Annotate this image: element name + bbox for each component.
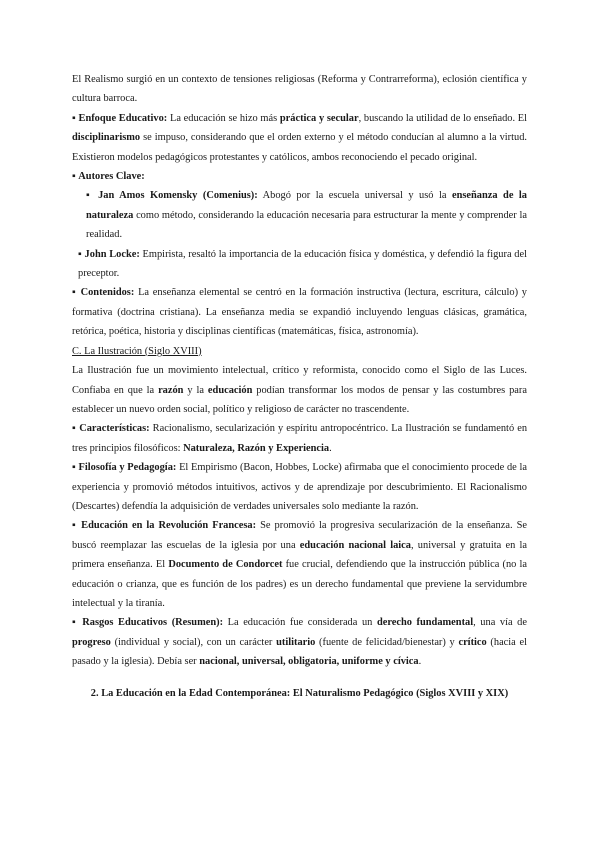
text-run: podían transformar los modos de pensar y las costumbres para establecer un nuevo orden social, político y religioso de carácter no trascendente. bbox=[72, 384, 527, 415]
text-run: (fuente de felicidad/bienestar) y bbox=[315, 636, 459, 648]
bullet-marker: ▪ bbox=[72, 520, 82, 532]
bullet-marker: ▪ bbox=[86, 190, 99, 202]
bold-term: nacional, universal, obligatoria, uniforme y cívica bbox=[199, 656, 419, 668]
paragraph-text: El Realismo surgió en un contexto de tensiones religiosas (Reforma y Contrarreforma), eclosión científica y cultura barroca. bbox=[72, 74, 527, 105]
bullet-label: Contenidos: bbox=[80, 287, 135, 299]
text-run: (hacia el pasado y la iglesia). Debía ser bbox=[72, 636, 527, 668]
text-run: , universal y gratuita en la primera enseñanza. El bbox=[72, 539, 527, 571]
section-heading-ilustracion bbox=[72, 342, 527, 361]
bold-term: educación bbox=[207, 384, 253, 396]
bullet-label: Filosofía y Pedagogía: bbox=[78, 462, 177, 474]
text-run: y la bbox=[183, 384, 208, 396]
text-run: La educación se hizo más bbox=[167, 112, 280, 124]
text-run: Abogó por la escuela universal y usó la bbox=[257, 190, 452, 202]
bold-term: disciplinarismo bbox=[72, 132, 141, 144]
bold-term: progreso bbox=[72, 636, 111, 648]
text-run: , una vía de bbox=[473, 617, 527, 629]
bullet-label: Autores Clave: bbox=[78, 171, 145, 183]
text-run: La educación fue considerada un bbox=[223, 617, 377, 629]
bold-term: utilitario bbox=[276, 636, 316, 648]
bold-term: derecho fundamental bbox=[376, 617, 474, 629]
text-run: . bbox=[329, 442, 332, 454]
text-run: como método, considerando la educación necesaria para estructurar la mente y comprender la realidad. bbox=[86, 209, 527, 241]
bullet-marker: ▪ bbox=[72, 617, 83, 629]
bullet-marker: ▪ bbox=[78, 248, 85, 260]
bullet-caracteristicas bbox=[72, 419, 527, 458]
heading-text: 2. La Educación en la Edad Contemporánea: El Naturalismo Pedagógico (Siglos XVIII y XIX) bbox=[90, 687, 509, 699]
text-run: La Ilustración fue un movimiento intelectual, crítico y reformista, conocido como el Siglo de las Luces. Confiaba en que la bbox=[72, 365, 527, 396]
bullet-enfoque-educativo bbox=[72, 109, 527, 167]
bullet-marker: ▪ bbox=[72, 287, 81, 299]
bullet-contenidos bbox=[72, 283, 527, 341]
bullet-label: John Locke: bbox=[84, 248, 140, 260]
bullet-marker: ▪ bbox=[72, 423, 80, 435]
text-run: El Empirismo (Bacon, Hobbes, Locke) afirmaba que el conocimiento procede de la experiencia y promovió métodos intuitivos, activos y de aprendizaje por descubrimiento. El Racionalismo (Descartes) defendía la adquisición de verdades universales solo mediante la razón. bbox=[72, 462, 527, 512]
bold-term: Naturaleza, Razón y Experiencia bbox=[183, 442, 330, 454]
paragraph-ilustracion-intro bbox=[72, 361, 527, 419]
bullet-label: Enfoque Educativo: bbox=[78, 112, 168, 124]
bullet-autores-clave bbox=[72, 167, 527, 186]
bullet-marker: ▪ bbox=[72, 112, 79, 124]
bullet-marker: ▪ bbox=[72, 171, 79, 183]
bullet-label: Rasgos Educativos (Resumen): bbox=[82, 617, 224, 629]
bullet-label: Educación en la Revolución Francesa: bbox=[81, 520, 257, 532]
bullet-label: Características: bbox=[79, 423, 150, 435]
text-run: se impuso, considerando que el orden externo y el método conducían al alumno a la virtud. Existieron modelos pedagógicos protestantes y católicos, ambos reconociendo el pecado original. bbox=[72, 132, 527, 163]
bold-term: educación nacional laica bbox=[299, 539, 411, 551]
text-run: . bbox=[418, 656, 422, 668]
document-body bbox=[72, 70, 527, 703]
text-run: Racionalismo, secularización y espíritu antropocéntrico. La Ilustración se fundamentó en tres principios filosóficos: bbox=[72, 423, 528, 454]
bold-term: razón bbox=[158, 384, 184, 396]
heading-text: C. La Ilustración (Siglo XVIII) bbox=[72, 345, 202, 357]
text-run: (individual y social), con un carácter bbox=[110, 636, 277, 648]
text-run: La enseñanza elemental se centró en la formación instructiva (lectura, escritura, cálculo) y formativa (doctrina cristiana). La enseñanza media se expandió incluyendo lenguas clásicas, gramática, retórica, poética, historia y disciplinas científicas (matemáticas, física, astronomía). bbox=[72, 287, 528, 338]
text-run: , buscando la utilidad de lo enseñado. El bbox=[358, 112, 528, 124]
text-run: Se promovió la progresiva secularización de la enseñanza. Se buscó reemplazar las escuelas de la iglesia por una bbox=[72, 520, 527, 551]
bullet-marker: ▪ bbox=[72, 462, 79, 474]
paragraph-realismo-intro bbox=[72, 70, 527, 109]
bullet-label: Jan Amos Komensky (Comenius): bbox=[98, 190, 258, 202]
bullet-comenius bbox=[72, 186, 527, 244]
bold-term: práctica y secular bbox=[279, 112, 359, 124]
bullet-rasgos-educativos bbox=[72, 613, 527, 671]
bold-term: Documento de Condorcet bbox=[168, 559, 283, 571]
bullet-john-locke bbox=[72, 245, 527, 284]
bold-term: crítico bbox=[458, 636, 487, 648]
text-run: Empirista, resaltó la importancia de la educación física y doméstica, y defendió la figura del preceptor. bbox=[78, 248, 527, 280]
section-heading-edad-contemporanea bbox=[72, 684, 527, 703]
text-run: fue crucial, defendiendo que la instrucción pública (no la educación o crianza, que es función de los padres) es un derecho fundamental que previene la servidumbre intelectual y la tiranía. bbox=[72, 559, 528, 609]
bold-term: enseñanza de la naturaleza bbox=[86, 190, 528, 221]
bullet-revolucion-francesa bbox=[72, 516, 527, 613]
bullet-filosofia-pedagogia bbox=[72, 458, 527, 516]
